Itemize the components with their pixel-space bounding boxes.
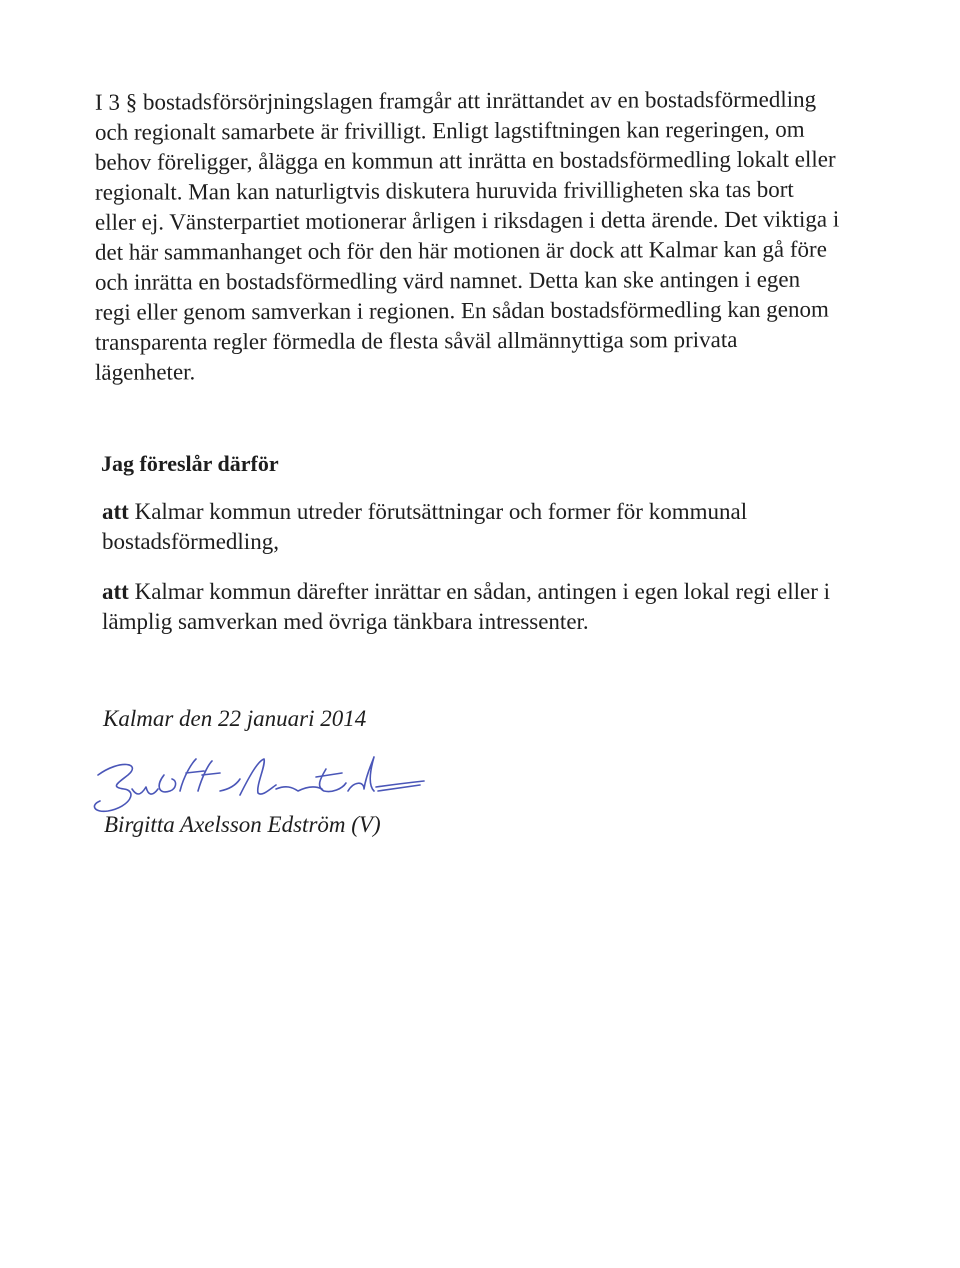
- proposal-item: [102, 577, 902, 637]
- intro-line: I 3 § bostadsförsörjningslagen framgår att inrättandet av en bostadsförmedling: [94, 86, 817, 115]
- intro-line: regi eller genom samverkan i regionen. En sådan bostadsförmedling kan genom: [94, 296, 829, 325]
- intro-line: transparenta regler förmedla de flesta såväl allmännyttiga som privata: [94, 326, 738, 355]
- proposal-item: [102, 497, 902, 557]
- intro-line: regionalt. Man kan naturligtvis diskutera huruvida frivilligheten ska tas bort: [94, 176, 794, 205]
- intro-line: behov föreligger, ålägga en kommun att inrätta en bostadsförmedling lokalt eller: [94, 146, 836, 175]
- intro-line: lägenheter.: [94, 359, 196, 385]
- signer-name: Birgitta Axelsson Edström (V): [104, 812, 381, 837]
- intro-paragraph: [95, 86, 905, 386]
- proposal-line: [102, 577, 902, 607]
- proposal-heading: Jag föreslår därför: [101, 451, 279, 476]
- proposal-text: Kalmar kommun utreder förutsättningar och former för kommunal: [128, 499, 748, 524]
- place-date: Kalmar den 22 januari 2014: [103, 706, 367, 731]
- proposal-text: Kalmar kommun därefter inrättar en sådan, antingen i egen lokal regi eller i: [128, 579, 831, 604]
- proposal-keyword: att: [102, 499, 129, 524]
- proposal-line: [102, 497, 902, 527]
- proposal-line: lämplig samverkan med övriga tänkbara intressenter.: [102, 609, 589, 634]
- proposal-keyword: att: [102, 579, 129, 604]
- intro-line: och inrätta en bostadsförmedling värd namnet. Detta kan ske antingen i egen: [94, 266, 801, 295]
- intro-line: eller ej. Vänsterpartiet motionerar årligen i riksdagen i detta ärende. Det viktiga i: [94, 206, 840, 235]
- proposal-line: bostadsförmedling,: [102, 529, 279, 554]
- intro-line: det här sammanhanget och för den här motionen är dock att Kalmar kan gå före: [94, 236, 827, 265]
- intro-line: och regionalt samarbete är frivilligt. Enligt lagstiftningen kan regeringen, om: [94, 116, 805, 145]
